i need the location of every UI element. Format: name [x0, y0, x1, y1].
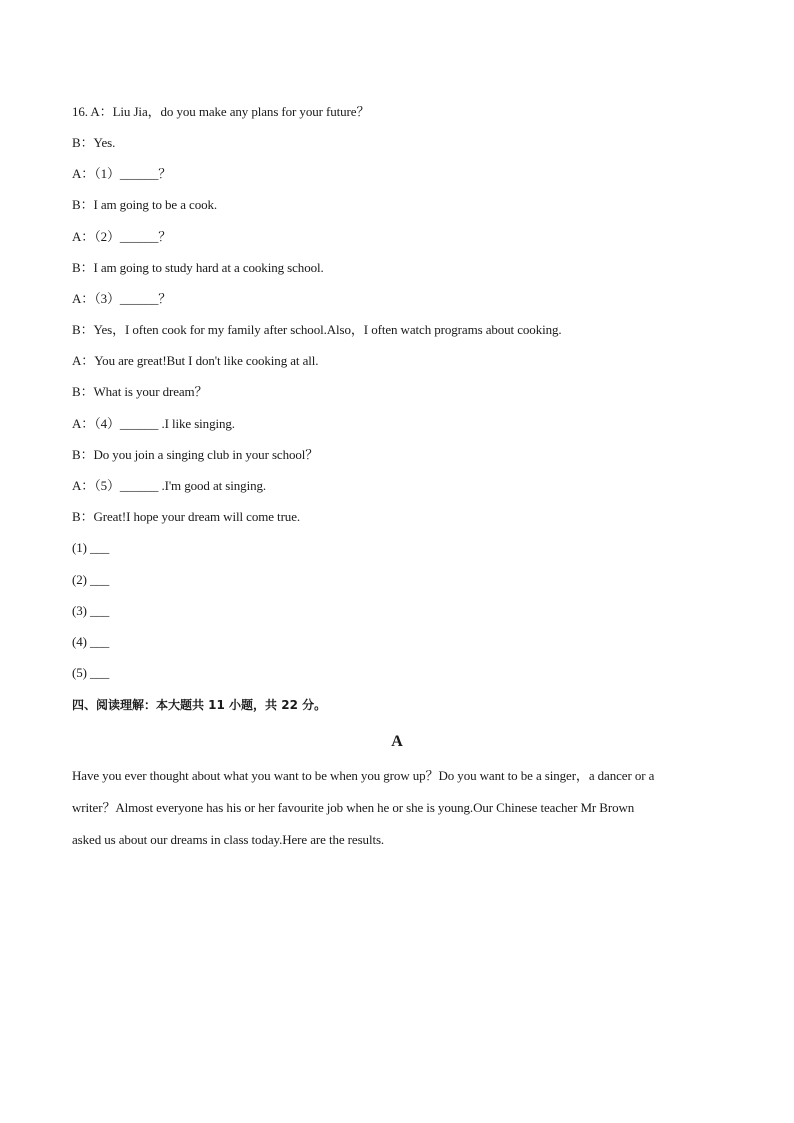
dialogue-line: A：（4）______ .I like singing.: [72, 416, 235, 431]
section-heading: 四、阅读理解：本大题共 11 小题，共 22 分。: [72, 698, 327, 712]
passage-line: writer？Almost everyone has his or her favourite job when he or she is young.Our Chinese teacher Mr Brown: [72, 800, 635, 815]
passage-line: Have you ever thought about what you want to be when you grow up？Do you want to be a singer，a dancer or a: [72, 768, 655, 783]
answer-blank: (2) ___: [72, 572, 110, 587]
dialogue-line: B：Yes.: [72, 135, 116, 150]
dialogue-line: B：I am going to be a cook.: [72, 197, 218, 212]
dialogue-line: 16. A：Liu Jia，do you make any plans for your future？: [72, 104, 370, 119]
passage-line: asked us about our dreams in class today.Here are the results.: [72, 832, 385, 847]
answer-blank: (4) ___: [72, 634, 110, 649]
dialogue-line: A：（1）______？: [72, 166, 172, 181]
dialogue-line: B：Great!I hope your dream will come true.: [72, 509, 301, 524]
dialogue-line: B：What is your dream？: [72, 384, 208, 399]
answer-blank: (3) ___: [72, 603, 110, 618]
dialogue-line: B：Yes，I often cook for my family after school.Also，I often watch programs about cooking.: [72, 322, 562, 337]
answer-blank: (5) ___: [72, 665, 110, 680]
dialogue-line: A：（2）______？: [72, 229, 172, 244]
dialogue-line: A：（3）______？: [72, 291, 172, 306]
answer-blank: (1) ___: [72, 540, 110, 555]
dialogue-line: A：（5）______ .I'm good at singing.: [72, 478, 267, 493]
dialogue-line: B：Do you join a singing club in your school？: [72, 447, 319, 462]
passage-title: A: [391, 733, 403, 750]
dialogue-line: B：I am going to study hard at a cooking school.: [72, 260, 324, 275]
dialogue-line: A：You are great!But I don't like cooking at all.: [72, 353, 319, 368]
